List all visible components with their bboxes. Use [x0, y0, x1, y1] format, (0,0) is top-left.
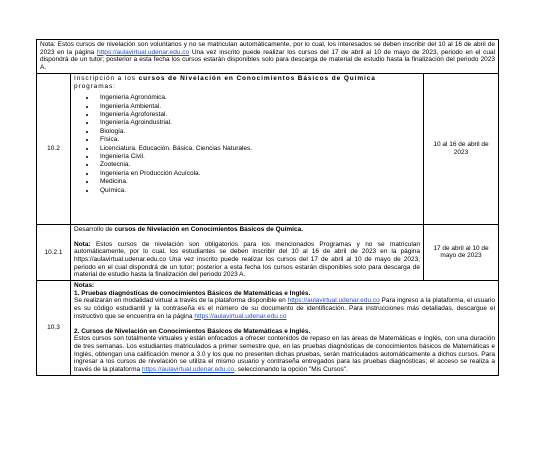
- note-label: Nota:: [74, 240, 91, 248]
- list-item: • Ingeniería Agronómica.: [96, 94, 420, 102]
- row-10-2-intro: [74, 75, 420, 90]
- intro-bold: cursos de Nivelación en Conocimientos Básicos de Química: [138, 74, 376, 82]
- program-list: [74, 94, 420, 195]
- note-text: Estos cursos de nivelación son obligatorios para los mencionados Programas y no se matriculan automáticamente, por lo cual, los estudiantes se deben inscribir del 10 al 16 de abril de 2023 en la página https://aulavirtual.udenar.edu.co Una vez inscrito puede realizar los cursos del 17 de abril al 10 de mayo de 2023, periodo en el cual dispondrá de un tutor; posterior a esta fecha los cursos estarán disponibles solo para descarga de material de estudio hasta la finalización del periodo 2023 A.: [74, 240, 420, 279]
- note-top-cell: [37, 40, 499, 74]
- list-item: • Licenciatura. Educación. Básica. Ciencias Naturales.: [96, 145, 420, 153]
- item2-text-1: Estos cursos son totalmente virtuales y están enfocados a ofrecer contenidos de repaso en las áreas de Matemáticas e Inglés, con una duración de tres semanas. Los estudiantes matriculados a primer semestre que, en las pruebas diagnósticas de conocimientos básicos de Matemáticas e Inglés, obtengan una calificación menor a 3.0 y los que no presenten dichas pruebas, serán matriculados automáticamente a dichos cursos. Para ingresar a los cursos de nivelación se utiliza el mismo usuario y contraseña entregados para las pruebas diagnósticas; el acceso se realiza a través de la plataforma: [74, 335, 496, 374]
- list-item: • Ingeniería Agroforestal.: [96, 111, 420, 119]
- schedule-document: [36, 39, 498, 376]
- list-item: • Biología.: [96, 128, 420, 136]
- title-bold: cursos de Nivelación en Conocimientos Básicos de Química.: [114, 225, 304, 233]
- row-10-3-content: [71, 281, 499, 376]
- row-10-2-1-note: [74, 241, 420, 280]
- item1-text-1: Se realizarán en modalidad virtual a través de la plataforma disponible en: [74, 297, 288, 305]
- list-item: • Ingeniería Agroindustrial.: [96, 119, 420, 127]
- title-plain: Desarrollo de: [74, 225, 115, 233]
- list-item: • Zootecnia.: [96, 161, 420, 169]
- row-10-3: [37, 281, 499, 376]
- item1-link2[interactable]: https://aulavirtual.udenar.edu.co: [194, 312, 287, 320]
- row-10-2-1-content: [71, 224, 424, 280]
- item1-title: 1. Pruebas diagnósticas de conocimientos Básicos de Matemáticas e Inglés.: [74, 289, 311, 297]
- list-item: • Ingeniería Ambiental.: [96, 103, 420, 111]
- row-10-2-1: [37, 224, 499, 280]
- item2-title: 2. Cursos de Nivelación en Conocimientos Básicos de Matemáticas e Inglés.: [74, 327, 311, 335]
- list-item: • Física.: [96, 136, 420, 144]
- row-10-2-1-date: 17 de abril al 10 de mayo de 2023: [424, 224, 499, 280]
- row-number: 10.3: [37, 281, 71, 376]
- item2-body: [74, 335, 495, 374]
- note-top-link[interactable]: https://aulavirtual.udenar.edu.co: [96, 48, 190, 56]
- note-top-text-1: Nota: Estos cursos de nivelación son voluntarios y no se matriculan automáticamente, por lo cual, los interesados se deben inscribir del 10 al 16 de abril de 2023 en la página: [40, 41, 496, 56]
- schedule-table: [36, 39, 499, 376]
- row-10-2-content: [71, 73, 424, 224]
- row-10-2-1-title: [74, 226, 420, 234]
- row-10-2: [37, 73, 499, 224]
- item1-link[interactable]: https://aulavirtual.udenar.edu.co: [287, 297, 380, 305]
- note-top-text-2: Una vez inscrito puede realizar los cursos del 17 de abril al 10 de mayo de 2023, periodo en el cual dispondrá de un tutor; posterior a esta fecha los cursos estarán disponibles solo para descarga de material de estudio hasta la finalización del periodo 2023 A.: [40, 48, 496, 72]
- note-top-row: [37, 40, 499, 74]
- row-10-2-date: 10 al 16 de abril de 2023: [424, 73, 499, 224]
- item1-text-2: Para ingreso a la plataforma, el usuario es su código estudiantil y la contraseña es el número de su documento de identificación. Para instrucciones más detalladas, descargue el instructivo que se encuentra en la página: [74, 297, 496, 320]
- list-item: • Ingeniería en Producción Acuícola.: [96, 170, 420, 178]
- list-item: • Medicina.: [96, 178, 420, 186]
- intro-end: programas:: [74, 82, 116, 90]
- row-number: 10.2.1: [37, 224, 71, 280]
- notes-label: Notas:: [74, 282, 95, 290]
- row-number: 10.2: [37, 73, 71, 224]
- list-item: • Ingeniería Civil.: [96, 153, 420, 161]
- item2-text-2: , seleccionando la opción "Mis Cursos".: [234, 366, 348, 374]
- list-item: • Química.: [96, 187, 420, 195]
- item2-link[interactable]: https://aulavirtual.udenar.edu.co: [141, 366, 235, 374]
- intro-plain: Inscripción a los: [74, 74, 139, 82]
- item1-body: [74, 297, 495, 320]
